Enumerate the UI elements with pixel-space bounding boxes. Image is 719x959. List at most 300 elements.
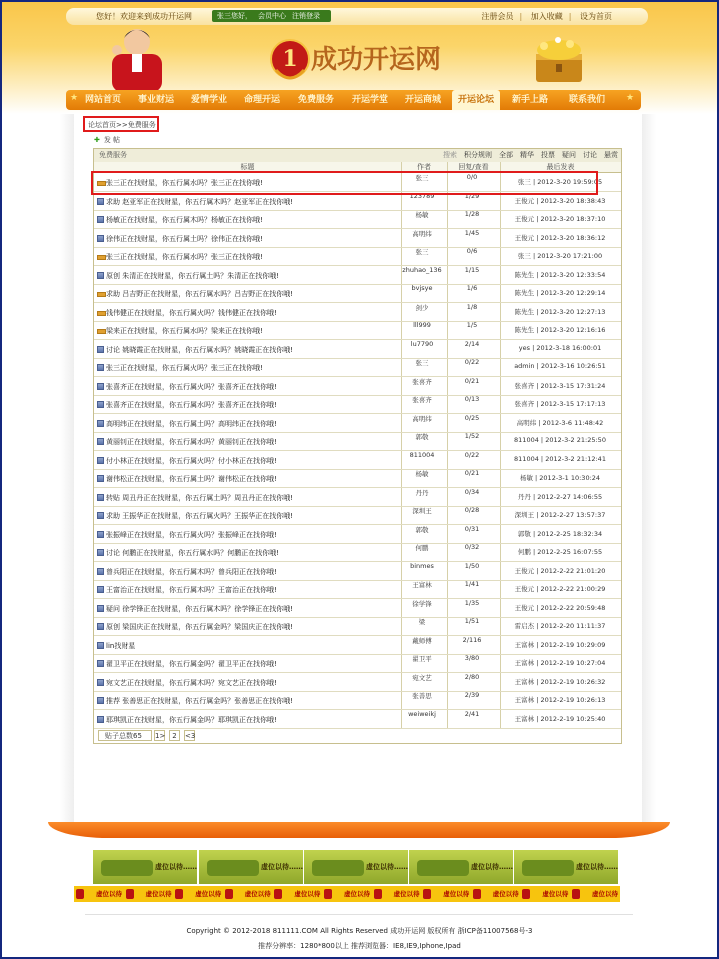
thread-row[interactable] <box>94 303 621 322</box>
last-post-user[interactable]: 811004 <box>514 454 539 463</box>
last-post-user[interactable]: 杨敏 <box>519 474 533 482</box>
last-post-time: 2012-2-27 13:57:37 <box>540 511 606 519</box>
thread-title[interactable]: 高明纬正在找财星，你五行属土吗？高明纬正在找你哦! <box>106 419 277 428</box>
thread-reply-count: 1/52 <box>464 432 480 440</box>
ad-slot-small[interactable] <box>372 886 422 902</box>
paper-edge-right <box>642 114 656 824</box>
thread-title[interactable]: 转贴 周丑丹正在找财星，你五行属土吗？周丑丹正在找你哦! <box>106 493 294 502</box>
topic-icon <box>97 586 104 593</box>
ad-label: 虚位以待…… <box>471 863 513 871</box>
copyright-text: Copyright © 2012-2018 811111.COM All Rights Reserved 成功开运网 版权所有 浙ICP备11007568号-3 <box>186 927 533 935</box>
thread-author[interactable]: 123789 <box>409 191 435 200</box>
thread-row[interactable] <box>94 710 621 729</box>
board-tool[interactable]: 讨论 <box>583 151 597 159</box>
thread-title[interactable]: 求助 王振华正在找财星，你五行属火吗？王振华正在找你哦! <box>106 512 294 520</box>
topic-icon <box>97 642 104 649</box>
last-post-user[interactable]: 王富林 <box>514 640 535 649</box>
thread-title[interactable]: 谢伟松正在找财星，你五行属土吗？谢伟松正在找你哦! <box>106 475 277 483</box>
thread-reply-count: 0/22 <box>464 358 480 366</box>
thread-row[interactable] <box>94 414 621 433</box>
ad-label: 虚位以待 <box>294 890 321 898</box>
last-post-time: 2012-2-25 16:07:55 <box>537 548 603 556</box>
ad-label: 虚位以待…… <box>261 863 303 871</box>
topic-icon <box>97 346 104 353</box>
thread-author[interactable]: 杨敏 <box>415 211 429 219</box>
last-post-user[interactable]: 811004 <box>514 436 539 444</box>
thread-title[interactable]: 王富治正在找财星，你五行属木吗？王富治正在找你哦! <box>106 586 277 594</box>
last-post-time: 2012-2-19 10:25:40 <box>540 714 606 723</box>
thread-author[interactable]: 张三 <box>415 248 429 256</box>
thread-reply-count: 2/14 <box>464 339 480 348</box>
thread-title[interactable]: 杨敏正在找财星，你五行属木吗？杨敏正在找你哦! <box>106 216 263 224</box>
ad-label: 虚位以待 <box>244 890 271 898</box>
ad-label: 虚位以待 <box>96 890 122 898</box>
ad-row-large <box>93 850 619 884</box>
last-post-time: 2012-3-2 21:25:50 <box>545 436 606 444</box>
nav-item[interactable]: 免费服务 <box>297 95 334 105</box>
breadcrumb[interactable]: 论坛首页>>免费服务 <box>88 121 156 129</box>
thread-total: 贴子总数65 <box>98 730 152 741</box>
last-post-user[interactable]: 陈先生 <box>514 289 535 297</box>
topic-icon <box>97 697 104 704</box>
nav-item[interactable]: 新手上路 <box>511 95 548 105</box>
nav-item[interactable]: 联系我们 <box>568 95 605 105</box>
last-post-user[interactable]: 王富林 <box>514 659 535 667</box>
thread-reply-count: 0/21 <box>464 376 480 385</box>
thread-row[interactable] <box>94 488 621 507</box>
register-link[interactable]: 注册会员 <box>481 12 514 21</box>
board-header <box>94 149 621 162</box>
footer-divider <box>85 914 633 915</box>
thread-row[interactable] <box>94 506 621 525</box>
mascot-person-image <box>106 24 168 92</box>
thread-reply-count: 1/5 <box>466 321 478 329</box>
thread-reply-count: 0/28 <box>464 506 480 514</box>
topic-icon <box>97 457 104 464</box>
chair-icon <box>572 889 580 899</box>
page-button[interactable]: <3 <box>185 732 196 740</box>
thread-last-post: 郭敬 | 2012-2-25 18:32:34 <box>517 529 603 538</box>
thread-title[interactable]: 讨论 姚晓霞正在找财星，你五行属水吗？姚晓霞正在找你哦! <box>106 345 294 354</box>
topic-icon <box>97 716 104 723</box>
thread-last-post: 高明纬 | 2012-3-6 11:48:42 <box>516 418 604 427</box>
last-post-user[interactable]: 王富林 <box>514 677 535 686</box>
thread-last-post: 深圳王 | 2012-2-27 13:57:37 <box>514 511 606 519</box>
thread-title[interactable]: 钱伟健正在找财星，你五行属火吗？钱伟健正在找你哦! <box>106 308 277 317</box>
board-tool[interactable]: 投票 <box>541 151 555 159</box>
ad-label: 虚位以待 <box>195 890 222 898</box>
logout-link[interactable]: 注销登录 <box>292 12 320 20</box>
thread-title[interactable]: 黄丽钊正在找财星，你五行属水吗？黄丽钊正在找你哦! <box>106 438 277 446</box>
nav-item[interactable]: 命理开运 <box>243 95 280 105</box>
ad-slot-small[interactable] <box>471 886 521 902</box>
thread-row[interactable] <box>94 210 621 229</box>
thread-reply-count: 1/6 <box>466 284 478 292</box>
thread-reply-count: 1/8 <box>466 302 478 311</box>
ad-slot-small[interactable] <box>272 886 322 902</box>
thread-title[interactable]: 徐伟正在找财星，你五行属土吗？徐伟正在找你哦! <box>106 234 263 243</box>
thread-reply-count: 3/80 <box>464 654 480 662</box>
thread-title[interactable]: 求助 吕吉野正在找财星，你五行属水吗？吕吉野正在找你哦! <box>106 290 294 298</box>
ad-slot[interactable] <box>514 850 618 884</box>
thread-title[interactable]: 原创 朱清正在找财星，你五行属土吗？朱清正在找你哦! <box>106 271 280 280</box>
star-icon: ★ <box>626 93 635 103</box>
ad-slot[interactable] <box>409 850 513 884</box>
board-name: 免费服务 <box>99 151 127 159</box>
thread-last-post: 王俊元 | 2012-3-20 18:36:12 <box>514 233 606 242</box>
last-post-user[interactable]: 高明纬 <box>516 418 537 427</box>
last-post-user[interactable]: 王俊元 <box>514 585 535 593</box>
sofa-icon <box>522 860 574 876</box>
sofa-icon <box>417 860 469 876</box>
thread-title[interactable]: 翟卫平正在找财星，你五行属金吗？翟卫平正在找你哦! <box>106 660 277 668</box>
thread-row[interactable] <box>94 358 621 377</box>
last-post-user[interactable]: 王富林 <box>514 696 535 704</box>
thread-last-post: 811004 | 2012-3-2 21:25:50 <box>514 436 606 444</box>
last-post-user[interactable]: 王俊元 <box>514 566 535 575</box>
set-home-link[interactable]: 设为首页 <box>580 12 612 21</box>
last-post-user[interactable]: 丹丹 <box>517 492 531 501</box>
ad-slot-small[interactable] <box>124 886 174 902</box>
thread-reply-count: 2/80 <box>464 672 480 681</box>
ad-slot-small[interactable] <box>322 886 372 902</box>
thread-author[interactable]: lll999 <box>413 321 431 329</box>
topic-icon <box>97 198 104 205</box>
thread-row[interactable] <box>94 636 621 655</box>
board-tool[interactable]: 精华 <box>520 151 534 159</box>
thread-author[interactable]: 徐学锋 <box>412 599 432 608</box>
topic-icon <box>97 531 104 538</box>
highlight-box-first-thread <box>91 171 598 195</box>
logo-number: 1 <box>282 46 298 72</box>
last-post-user[interactable]: 王俊元 <box>514 215 535 223</box>
thread-title[interactable]: 宛文艺正在找财星，你五行属木吗？宛文艺正在找你哦! <box>106 678 277 687</box>
last-post-user[interactable]: 郭敬 <box>517 529 531 538</box>
thread-author[interactable]: 剑少 <box>415 303 429 312</box>
thread-reply-count: 0/34 <box>464 487 480 496</box>
thread-last-post: 王富林 | 2012-2-19 10:26:13 <box>514 696 606 704</box>
thread-title[interactable]: 张三正在找财星，你五行属水吗？张三正在找你哦! <box>106 179 263 187</box>
thread-author[interactable]: 何鹏 <box>415 544 429 552</box>
thread-title[interactable]: 讨论 何鹏正在找财星，你五行属水吗？何鹏正在找你哦! <box>106 549 280 557</box>
ad-label: 虚位以待 <box>393 890 420 898</box>
chair-icon <box>473 889 481 899</box>
thread-row[interactable] <box>94 395 621 414</box>
thread-last-post: 杨敏 | 2012-3-1 10:30:24 <box>519 474 601 482</box>
topic-icon <box>97 568 104 575</box>
thread-reply-count: 1/28 <box>464 210 480 218</box>
thread-title[interactable]: 付小林正在找财星，你五行属火吗？付小林正在找你哦! <box>106 456 277 465</box>
thread-row[interactable] <box>94 525 621 544</box>
last-post-user[interactable]: 张三 <box>517 178 531 186</box>
pager <box>94 729 621 742</box>
thread-row[interactable] <box>94 451 621 470</box>
thread-reply-count: 1/41 <box>464 580 480 588</box>
ad-label: 虚位以待 <box>145 890 172 898</box>
thread-author[interactable]: 郭敬 <box>415 525 429 534</box>
topic-icon <box>97 272 104 279</box>
last-post-time: 2012-3-20 18:38:43 <box>540 196 606 205</box>
thread-author[interactable]: zhuhao_136 <box>402 265 442 274</box>
thread-reply-count: 0/22 <box>464 450 480 459</box>
thread-author[interactable]: 张三 <box>415 359 429 367</box>
thread-author[interactable]: 郭敬 <box>415 433 429 441</box>
thread-last-post: 丹丹 | 2012-2-27 14:06:55 <box>517 492 603 501</box>
ad-slot-small[interactable] <box>570 886 620 902</box>
thread-row[interactable] <box>94 247 621 266</box>
thread-author[interactable]: 王富林 <box>412 581 432 589</box>
thread-author[interactable]: 张善思 <box>412 692 432 700</box>
ad-slot[interactable] <box>304 850 408 884</box>
page-button[interactable]: 2 <box>169 730 180 741</box>
thread-last-post: 陈先生 | 2012-3-20 12:29:14 <box>514 289 606 297</box>
ad-slot-small[interactable] <box>223 886 273 902</box>
last-post-user[interactable]: 王富林 <box>514 714 535 723</box>
thread-row[interactable] <box>94 266 621 285</box>
last-post-user[interactable]: 张喜齐 <box>514 381 535 390</box>
thread-row[interactable] <box>94 562 621 581</box>
thread-reply-count: 1/35 <box>464 598 480 607</box>
thread-last-post: 陈先生 | 2012-3-20 12:16:16 <box>514 326 606 334</box>
board-tool[interactable]: 积分规则 <box>464 151 492 159</box>
topic-icon <box>97 660 104 667</box>
last-post-user[interactable]: admin <box>514 362 535 370</box>
board-tools <box>436 149 618 162</box>
logo-text: 成功开运网 <box>310 45 442 75</box>
thread-author[interactable]: 翟卫平 <box>412 655 432 663</box>
page-button[interactable]: 1> <box>155 732 166 740</box>
thread-reply-count: 2/39 <box>464 691 480 699</box>
last-post-time: 2012-3-1 10:30:24 <box>539 474 601 482</box>
thread-title[interactable]: lin找财星 <box>106 641 136 650</box>
last-post-time: 2012-3-15 17:17:13 <box>540 400 606 408</box>
chair-icon <box>175 889 183 899</box>
thread-author[interactable]: lu7790 <box>410 339 434 348</box>
last-post-user[interactable]: 雷启杰 <box>514 622 535 630</box>
last-post-time: 2012-2-22 20:59:48 <box>540 603 606 612</box>
thread-reply-count: 1/45 <box>464 228 480 237</box>
ad-slot-small[interactable] <box>520 886 570 902</box>
last-post-user[interactable]: 张喜齐 <box>514 400 535 408</box>
thread-author[interactable]: binmes <box>410 561 434 570</box>
last-post-time: 2012-2-19 10:29:09 <box>540 640 606 649</box>
last-post-user[interactable]: 何鹏 <box>517 548 531 556</box>
sofa-icon <box>207 860 259 876</box>
thread-title[interactable]: 张振峰正在找财星，你五行属火吗？张振峰正在找你哦! <box>106 530 277 539</box>
last-post-time: 2012-2-25 18:32:34 <box>537 529 603 538</box>
last-post-time: 2012-3-20 18:36:12 <box>540 233 606 242</box>
topic-icon <box>97 494 104 501</box>
thread-reply-count: 0/25 <box>464 413 480 422</box>
thread-reply-count: 1/29 <box>464 191 480 200</box>
thread-title[interactable]: 张喜齐正在找财星，你五行属水吗？张喜齐正在找你哦! <box>106 401 277 409</box>
last-post-time: 2012-3-20 18:37:10 <box>540 215 606 223</box>
thread-row[interactable] <box>94 617 621 636</box>
thread-last-post: 王俊元 | 2012-2-22 21:00:29 <box>514 585 606 593</box>
last-post-user[interactable]: 陈先生 <box>514 270 535 279</box>
thread-title[interactable]: 原创 梁国庆正在找财星，你五行属金吗？梁国庆正在找你哦! <box>106 623 294 631</box>
thread-last-post: 陈先生 | 2012-3-20 12:27:13 <box>514 307 606 316</box>
user-box <box>212 10 331 22</box>
thread-row[interactable] <box>94 691 621 710</box>
nav-item[interactable]: 爱情学业 <box>190 95 227 105</box>
thread-title[interactable]: 梁来正在找财星，你五行属水吗？梁来正在找你哦! <box>106 327 263 335</box>
last-post-time: 2012-2-19 10:26:13 <box>540 696 606 704</box>
chair-icon <box>522 889 530 899</box>
thread-author[interactable]: 梁 <box>418 618 426 626</box>
last-post-user[interactable]: 王俊元 <box>514 603 535 612</box>
thread-reply-count: 0/13 <box>464 395 480 403</box>
last-post-user[interactable]: 深圳王 <box>514 511 535 519</box>
thread-row[interactable] <box>94 229 621 248</box>
col-author: 作者 <box>417 163 431 171</box>
topic-icon <box>97 364 104 371</box>
hot-topic-icon <box>97 329 106 334</box>
thread-last-post: 王富林 | 2012-2-19 10:29:09 <box>514 640 606 649</box>
thread-row[interactable] <box>94 654 621 673</box>
thread-author[interactable]: bvjsye <box>411 284 433 292</box>
hot-topic-icon <box>97 292 106 297</box>
thread-last-post: 王富林 | 2012-2-19 10:26:32 <box>514 677 606 686</box>
thread-row[interactable] <box>94 284 621 303</box>
board-tool[interactable]: 搜索 <box>443 151 457 159</box>
thread-author[interactable]: 宛文艺 <box>412 673 432 682</box>
thread-title[interactable]: 张三正在找财星，你五行属火吗？张三正在找你哦! <box>106 364 263 372</box>
last-post-user[interactable]: 张三 <box>517 252 531 260</box>
last-post-time: 2012-3-20 12:29:14 <box>540 289 606 297</box>
highlight-box-breadcrumb <box>83 116 159 132</box>
thread-author[interactable]: 张三 <box>415 174 429 182</box>
last-post-time: 2012-3-18 16:00:01 <box>536 343 602 352</box>
last-post-time: 2012-2-27 14:06:55 <box>537 492 603 501</box>
thread-reply-count: 0/31 <box>464 524 480 533</box>
nav-item[interactable]: 事业财运 <box>137 95 174 105</box>
thread-row[interactable] <box>94 340 621 359</box>
thread-reply-count: 2/41 <box>464 709 480 718</box>
ad-label: 虚位以待 <box>344 890 370 898</box>
thread-row[interactable] <box>94 580 621 599</box>
chair-icon <box>225 889 233 899</box>
site-header <box>2 2 717 114</box>
ad-label: 虚位以待 <box>542 890 569 898</box>
topic-icon <box>97 216 104 223</box>
thread-author[interactable]: 丹丹 <box>415 488 429 497</box>
thread-title[interactable]: 疑问 徐学锋正在找财星，你五行属木吗？徐学锋正在找你哦! <box>106 604 294 613</box>
thread-author[interactable]: 高明纬 <box>412 229 432 238</box>
last-post-user[interactable]: 陈先生 <box>514 326 535 334</box>
last-post-user[interactable]: 王俊元 <box>514 196 535 205</box>
thread-title[interactable]: 求助 赵亚军正在找财星，你五行属木吗？赵亚军正在找你哦! <box>106 197 294 206</box>
thread-row[interactable] <box>94 321 621 340</box>
ad-label: 虚位以待…… <box>155 863 197 871</box>
ad-slot-small[interactable] <box>421 886 471 902</box>
user-name: 张三您好， <box>217 12 252 20</box>
chair-icon <box>76 889 84 899</box>
last-post-time: 2012-3-20 12:33:54 <box>540 270 606 279</box>
thread-reply-count: 0/6 <box>466 247 478 255</box>
nav-item[interactable]: 开运商城 <box>404 95 441 105</box>
last-post-user[interactable]: 王俊元 <box>514 233 535 242</box>
welcome-text: 您好！欢迎来到成功开运网 <box>96 12 192 21</box>
thread-author[interactable]: 811004 <box>409 450 435 459</box>
new-post-button[interactable] <box>94 135 138 146</box>
col-last: 最后发表 <box>546 163 575 171</box>
last-post-user[interactable]: 陈先生 <box>514 307 535 316</box>
hot-topic-icon <box>97 255 106 260</box>
ad-slot-small[interactable] <box>173 886 223 902</box>
new-post-label: 发 帖 <box>103 136 121 144</box>
chair-icon <box>374 889 382 899</box>
last-post-time: 2012-2-20 11:11:37 <box>540 622 606 630</box>
thread-last-post: 张喜齐 | 2012-3-15 17:17:13 <box>514 400 606 408</box>
thread-author[interactable]: 张喜齐 <box>412 396 432 404</box>
thread-last-post: 王俊元 | 2012-2-22 21:01:20 <box>514 566 606 575</box>
last-post-time: 2012-3-16 10:26:51 <box>540 362 606 370</box>
chair-icon <box>423 889 431 899</box>
thread-author[interactable]: weiweikj <box>408 709 436 718</box>
site-logo[interactable] <box>270 34 450 84</box>
main-nav <box>66 90 641 110</box>
thread-row[interactable] <box>94 543 621 562</box>
thread-last-post: 王富林 | 2012-2-19 10:25:40 <box>514 714 606 723</box>
topic-icon <box>97 679 104 686</box>
thread-author[interactable]: 深圳王 <box>412 507 432 515</box>
thread-title[interactable]: 张三正在找财星，你五行属水吗？张三正在找你哦! <box>106 253 263 261</box>
chair-icon <box>274 889 282 899</box>
member-center-link[interactable]: 会员中心 <box>258 12 286 20</box>
paper-edge-left <box>60 114 74 824</box>
thread-row[interactable] <box>94 599 621 618</box>
thread-author[interactable]: 高明纬 <box>412 414 432 423</box>
topic-icon <box>97 438 104 445</box>
thread-author[interactable]: 戴师傅 <box>412 636 432 645</box>
ad-slot-small[interactable] <box>74 886 124 902</box>
thread-row[interactable] <box>94 432 621 451</box>
thread-last-post: 王俊元 | 2012-3-20 18:38:43 <box>514 196 606 205</box>
col-title: 标题 <box>240 163 255 171</box>
board-tool[interactable]: 悬赏 <box>604 151 618 159</box>
thread-title[interactable]: 曾兵阳正在找财星，你五行属木吗？曾兵阳正在找你哦! <box>106 567 277 576</box>
sofa-icon <box>101 860 153 876</box>
thread-row[interactable] <box>94 673 621 692</box>
last-post-time: 2012-3-20 12:27:13 <box>540 307 606 316</box>
thread-author[interactable]: 张喜齐 <box>412 377 432 386</box>
thread-author[interactable]: 杨敏 <box>415 470 429 478</box>
thread-title[interactable]: 张喜齐正在找财星，你五行属火吗？张喜齐正在找你哦! <box>106 382 277 391</box>
nav-item-active[interactable]: 开运论坛 <box>452 90 500 110</box>
nav-item[interactable]: 开运学堂 <box>351 95 388 105</box>
thread-reply-count: 0/21 <box>464 469 480 477</box>
thread-row[interactable] <box>94 469 621 488</box>
thread-row[interactable] <box>94 377 621 396</box>
sofa-icon <box>312 860 364 876</box>
topic-icon <box>97 475 104 482</box>
last-post-user[interactable]: yes <box>518 343 530 352</box>
nav-item[interactable]: 网站首页 <box>84 95 121 105</box>
thread-title[interactable]: 耶琪凯正在找财星，你五行属金吗？耶琪凯正在找你哦! <box>106 715 277 724</box>
ad-slot[interactable] <box>93 850 197 884</box>
thread-title[interactable]: 推荐 张善思正在找财星，你五行属金吗？张善思正在找你哦! <box>106 697 294 705</box>
thread-last-post: yes | 2012-3-18 16:00:01 <box>518 343 602 352</box>
board-tool[interactable]: 疑问 <box>562 151 576 159</box>
board-tool[interactable]: 全部 <box>499 151 513 159</box>
topic-icon <box>97 383 104 390</box>
add-favorite-link[interactable]: 加入收藏 <box>530 12 563 21</box>
thread-last-post: 张三 | 2012-3-20 17:21:00 <box>517 252 603 260</box>
ad-label: 虚位以待…… <box>576 863 618 871</box>
ad-label: 虚位以待 <box>492 890 519 898</box>
ad-slot[interactable] <box>199 850 303 884</box>
